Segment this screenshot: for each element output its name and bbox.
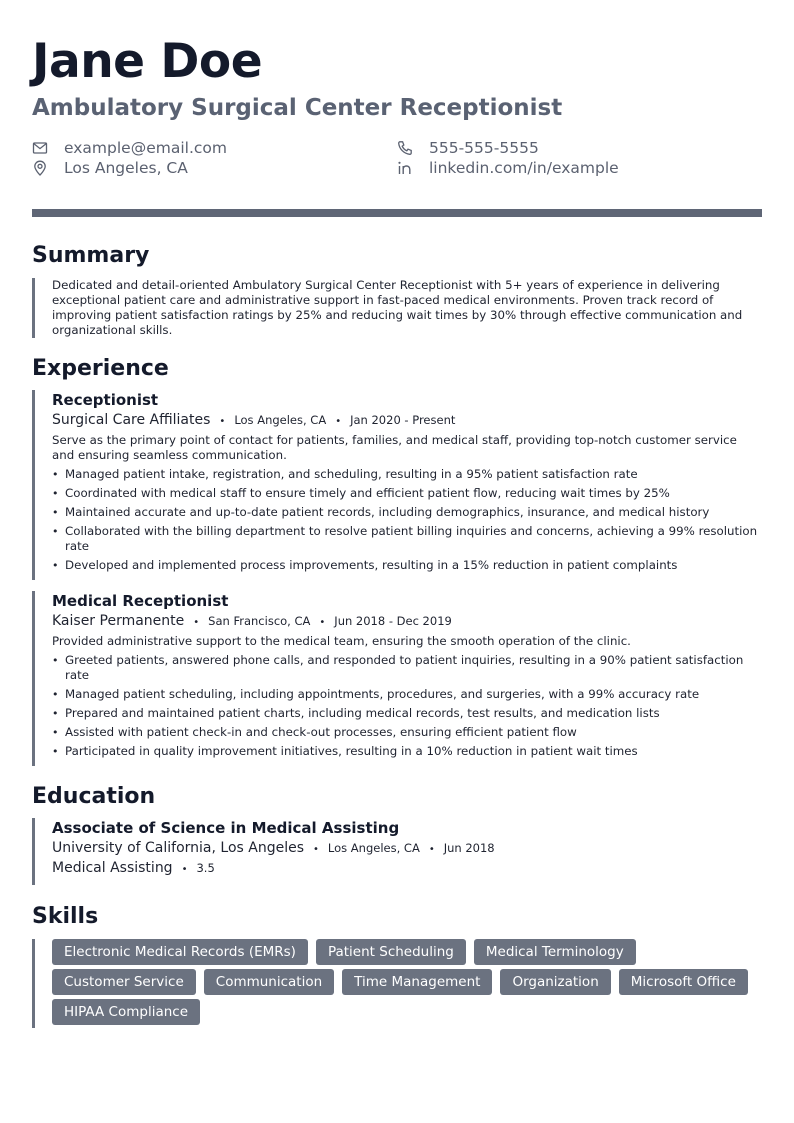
mail-icon [32,140,48,156]
skill-tag: Organization [500,969,610,995]
separator-dot: • [319,617,326,628]
separator-dot: • [181,864,188,875]
job-meta [52,613,762,629]
skill-tag: Communication [204,969,334,995]
separator-dot: • [313,844,319,855]
job-title: Medical Receptionist [52,592,229,610]
linkedin-icon [397,160,413,176]
contact-email[interactable] [32,138,227,158]
job-bullets [52,653,762,759]
experience-item [32,390,762,580]
phone-icon [397,140,413,156]
separator-dot: • [335,416,342,427]
skill-tag: Electronic Medical Records (EMRs) [52,939,308,965]
job-dates: Jan 2020 - Present [350,413,456,427]
job-description: Provided administrative support to the medical team, ensuring the smooth operation of the clinic. [52,634,631,648]
education-degree: Associate of Science in Medical Assisting [52,819,400,837]
education-location: Los Angeles, CA [327,841,420,855]
list-item: • Coordinated with medical staff to ensure timely and efficient patient flow, reducing wait times by 25% [52,486,762,501]
job-company: Kaiser Permanente [52,613,185,629]
contact-email-text: example@email.com [64,139,227,157]
skills-list [52,939,767,1025]
summary-block [32,278,762,338]
list-item: • Collaborated with the billing department to resolve patient billing inquiries and concerns, achieving a 99% resolution rate [52,524,762,554]
contact-linkedin-text: linkedin.com/in/example [429,159,619,177]
education-school: University of California, Los Angeles [52,840,305,856]
skills-heading: Skills [32,904,99,929]
job-meta [52,412,762,428]
contact-linkedin[interactable] [397,158,619,178]
map-pin-icon [32,160,48,176]
job-dates: Jun 2018 - Dec 2019 [334,614,452,628]
skill-tag: Customer Service [52,969,196,995]
header-divider [32,209,762,217]
education-date: Jun 2018 [443,841,495,855]
contact-location [32,158,188,178]
separator-dot: • [193,617,200,628]
separator-dot: • [428,844,435,855]
job-bullets [52,467,762,573]
contact-phone-text: 555-555-5555 [429,139,539,157]
education-block [32,818,762,885]
list-item: • Prepared and maintained patient charts, including medical records, test results, and medication lists [52,706,762,721]
list-item: • Maintained accurate and up-to-date patient records, including demographics, insurance, and medical history [52,505,762,520]
candidate-name: Jane Doe [32,34,263,89]
job-location: San Francisco, CA [208,614,311,628]
separator-dot: • [219,416,226,427]
list-item: • Developed and implemented process improvements, resulting in a 15% reduction in patient complaints [52,558,762,573]
education-meta [52,840,762,856]
summary-text: Dedicated and detail-oriented Ambulatory Surgical Center Receptionist with 5+ years of experience in delivering exceptional patient care and administrative support in fast-paced medical environments. Proven track record of improving patient satisfaction ratings by 25% and reducing wait times by 30% through effective communication and organizational skills. [52,278,743,337]
skill-tag: HIPAA Compliance [52,999,200,1025]
skill-tag: Medical Terminology [474,939,636,965]
job-company: Surgical Care Affiliates [52,412,211,428]
job-title: Receptionist [52,391,159,409]
skill-tag: Time Management [342,969,492,995]
education-gpa: 3.5 [196,861,215,875]
education-heading: Education [32,784,156,809]
job-location: Los Angeles, CA [234,413,327,427]
experience-heading: Experience [32,356,169,381]
contact-phone[interactable] [397,138,539,158]
list-item: • Assisted with patient check-in and check-out processes, ensuring efficient patient flow [52,725,762,740]
education-field-row [52,860,762,876]
skills-block [32,939,762,1028]
education-field: Medical Assisting [52,860,173,876]
list-item: • Managed patient scheduling, including appointments, procedures, and surgeries, with a 99% accuracy rate [52,687,762,702]
summary-heading: Summary [32,243,150,268]
skill-tag: Patient Scheduling [316,939,466,965]
list-item: • Participated in quality improvement initiatives, resulting in a 10% reduction in patient wait times [52,744,762,759]
candidate-role: Ambulatory Surgical Center Receptionist [32,95,563,121]
contact-location-text: Los Angeles, CA [64,159,188,177]
job-description: Serve as the primary point of contact for patients, families, and medical staff, providing top-notch customer service and ensuring seamless communication. [52,433,737,462]
experience-item [32,591,762,766]
list-item: • Greeted patients, answered phone calls, and responded to patient inquiries, resulting in a 90% patient satisfaction rate [52,653,762,683]
list-item: • Managed patient intake, registration, and scheduling, resulting in a 95% patient satisfaction rate [52,467,762,482]
skill-tag: Microsoft Office [619,969,748,995]
